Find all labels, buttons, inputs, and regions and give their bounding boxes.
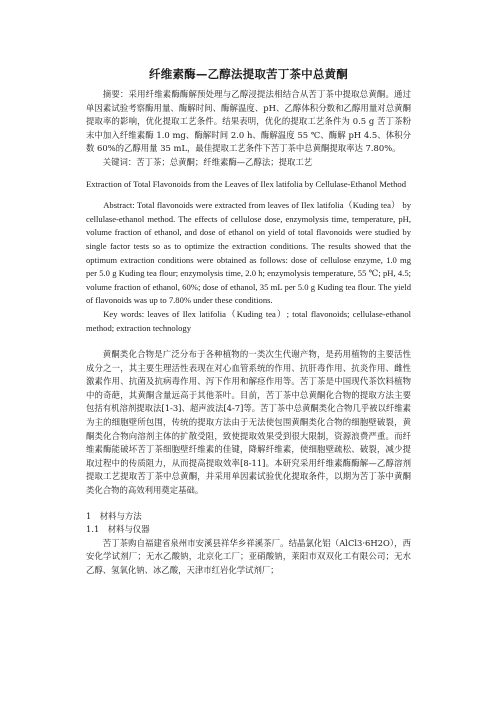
abstract-en: Abstract: Total flavonoids were extracted from leaves of Ilex latifolia（Kuding tea） by cellulase-ethanol method. The effects of cellulose dose, enzymolysis time, temperature, pH, volume fraction of ethanol, and dose of ethanol on yield of total flavonoids were studied by single factor tests so as to optimize the extraction conditions. The results showed that the optimum extraction conditions were obtained as follows: dose of cellulose enzyme, 1.0 mg per 5.0 g Kuding tea flour; enzymolysis time, 2.0 h; enzymolysis temperature, 55 ℃; pH, 4.5; volume fraction of ethanol, 60%; dose of ethanol, 35 mL per 5.0 g Kuding tea flour. The yield of flavonoids was up to 7.80% under these conditions.	[86, 200, 411, 306]
section-heading-1-1: 1.1 材料与仪器	[86, 524, 150, 535]
keywords-cn: 关键词：苦丁茶；总黄酮；纤维素酶—乙醇法；提取工艺	[102, 156, 313, 167]
materials-paragraph: 苦丁茶购自福建省泉州市安溪县祥华乡祥溪茶厂。结晶氯化铝（AlCl3·6H2O），西安化学试剂厂；无水乙酸钠，北京化工厂；亚硝酸钠，莱阳市双双化工有限公司；无水乙醇、氢氧化钠、冰乙酸，天津市红岩化学试剂厂；	[86, 537, 411, 575]
abstract-cn: 摘要：采用纤维素酶酶解预处理与乙醇浸提法相结合从苦丁茶中提取总黄酮。通过单因素试验考察酶用量、酶解时间、酶解温度、pH、乙醇体积分数和乙醇用量对总黄酮提取率的影响，优化提取工艺条件。结果表明，优化的提取工艺条件为 0.5 g 苦丁茶粉末中加入纤维素酶 1.0 mg、酶解时间 2.0 h、酶解温度 55 ℃、酶解 pH 4.5、体积分数 60%的乙醇用量 35 mL，最佳提取工艺条件下苦丁茶中总黄酮提取率达 7.80%。	[86, 89, 411, 154]
keywords-en: Key words: leaves of Ilex latifolia（Kuding tea）; total flavonoids; cellulase-ethanol method; extraction technology	[86, 308, 411, 333]
title-en: Extraction of Total Flavonoids from the Leaves of Ilex latifolia by Cellulase-Ethanol Method	[86, 178, 406, 189]
introduction-paragraph: 黄酮类化合物是广泛分布于各种植物的一类次生代谢产物，是药用植物的主要活性成分之一，其主要生理活性表现在对心血管系统的作用、抗肝毒作用、抗炎作用、雌性激素作用、抗菌及抗病毒作用、泻下作用和解痉作用等。苦丁茶是中国现代茶饮料植物中的奇葩，其黄酮含量远高于其他茶叶。目前，苦丁茶中总黄酮化合物的提取方法主要包括有机溶剂提取法[1-3]、超声波法[4-7]等。苦丁茶中总黄酮类化合物几乎被以纤维素为主的细胞壁所包围，传统的提取方法由于无法使包围黄酮类化合物的细胞壁破裂，黄酮类化合物向溶剂主体的扩散受阻，致使提取效果受到很大限制，资源浪费严重。而纤维素酶能破坏苦丁茶细胞壁纤维素的佳键，降解纤维素，使细胞壁疏松、破裂，减少提取过程中的传质阻力，从而提高提取效率[8-11]。本研究采用纤维素酶酶解—乙醇溶剂提取工艺提取苦丁茶中总黄酮，并采用单因素试验优化提取条件，以期为苦丁茶中黄酮类化合物的高效利用奠定基础。	[86, 349, 411, 496]
section-heading-1: 1 材料与方法	[86, 510, 142, 521]
paper-title: 纤维素酶—乙醇法提取苦丁茶中总黄酮	[149, 67, 348, 81]
